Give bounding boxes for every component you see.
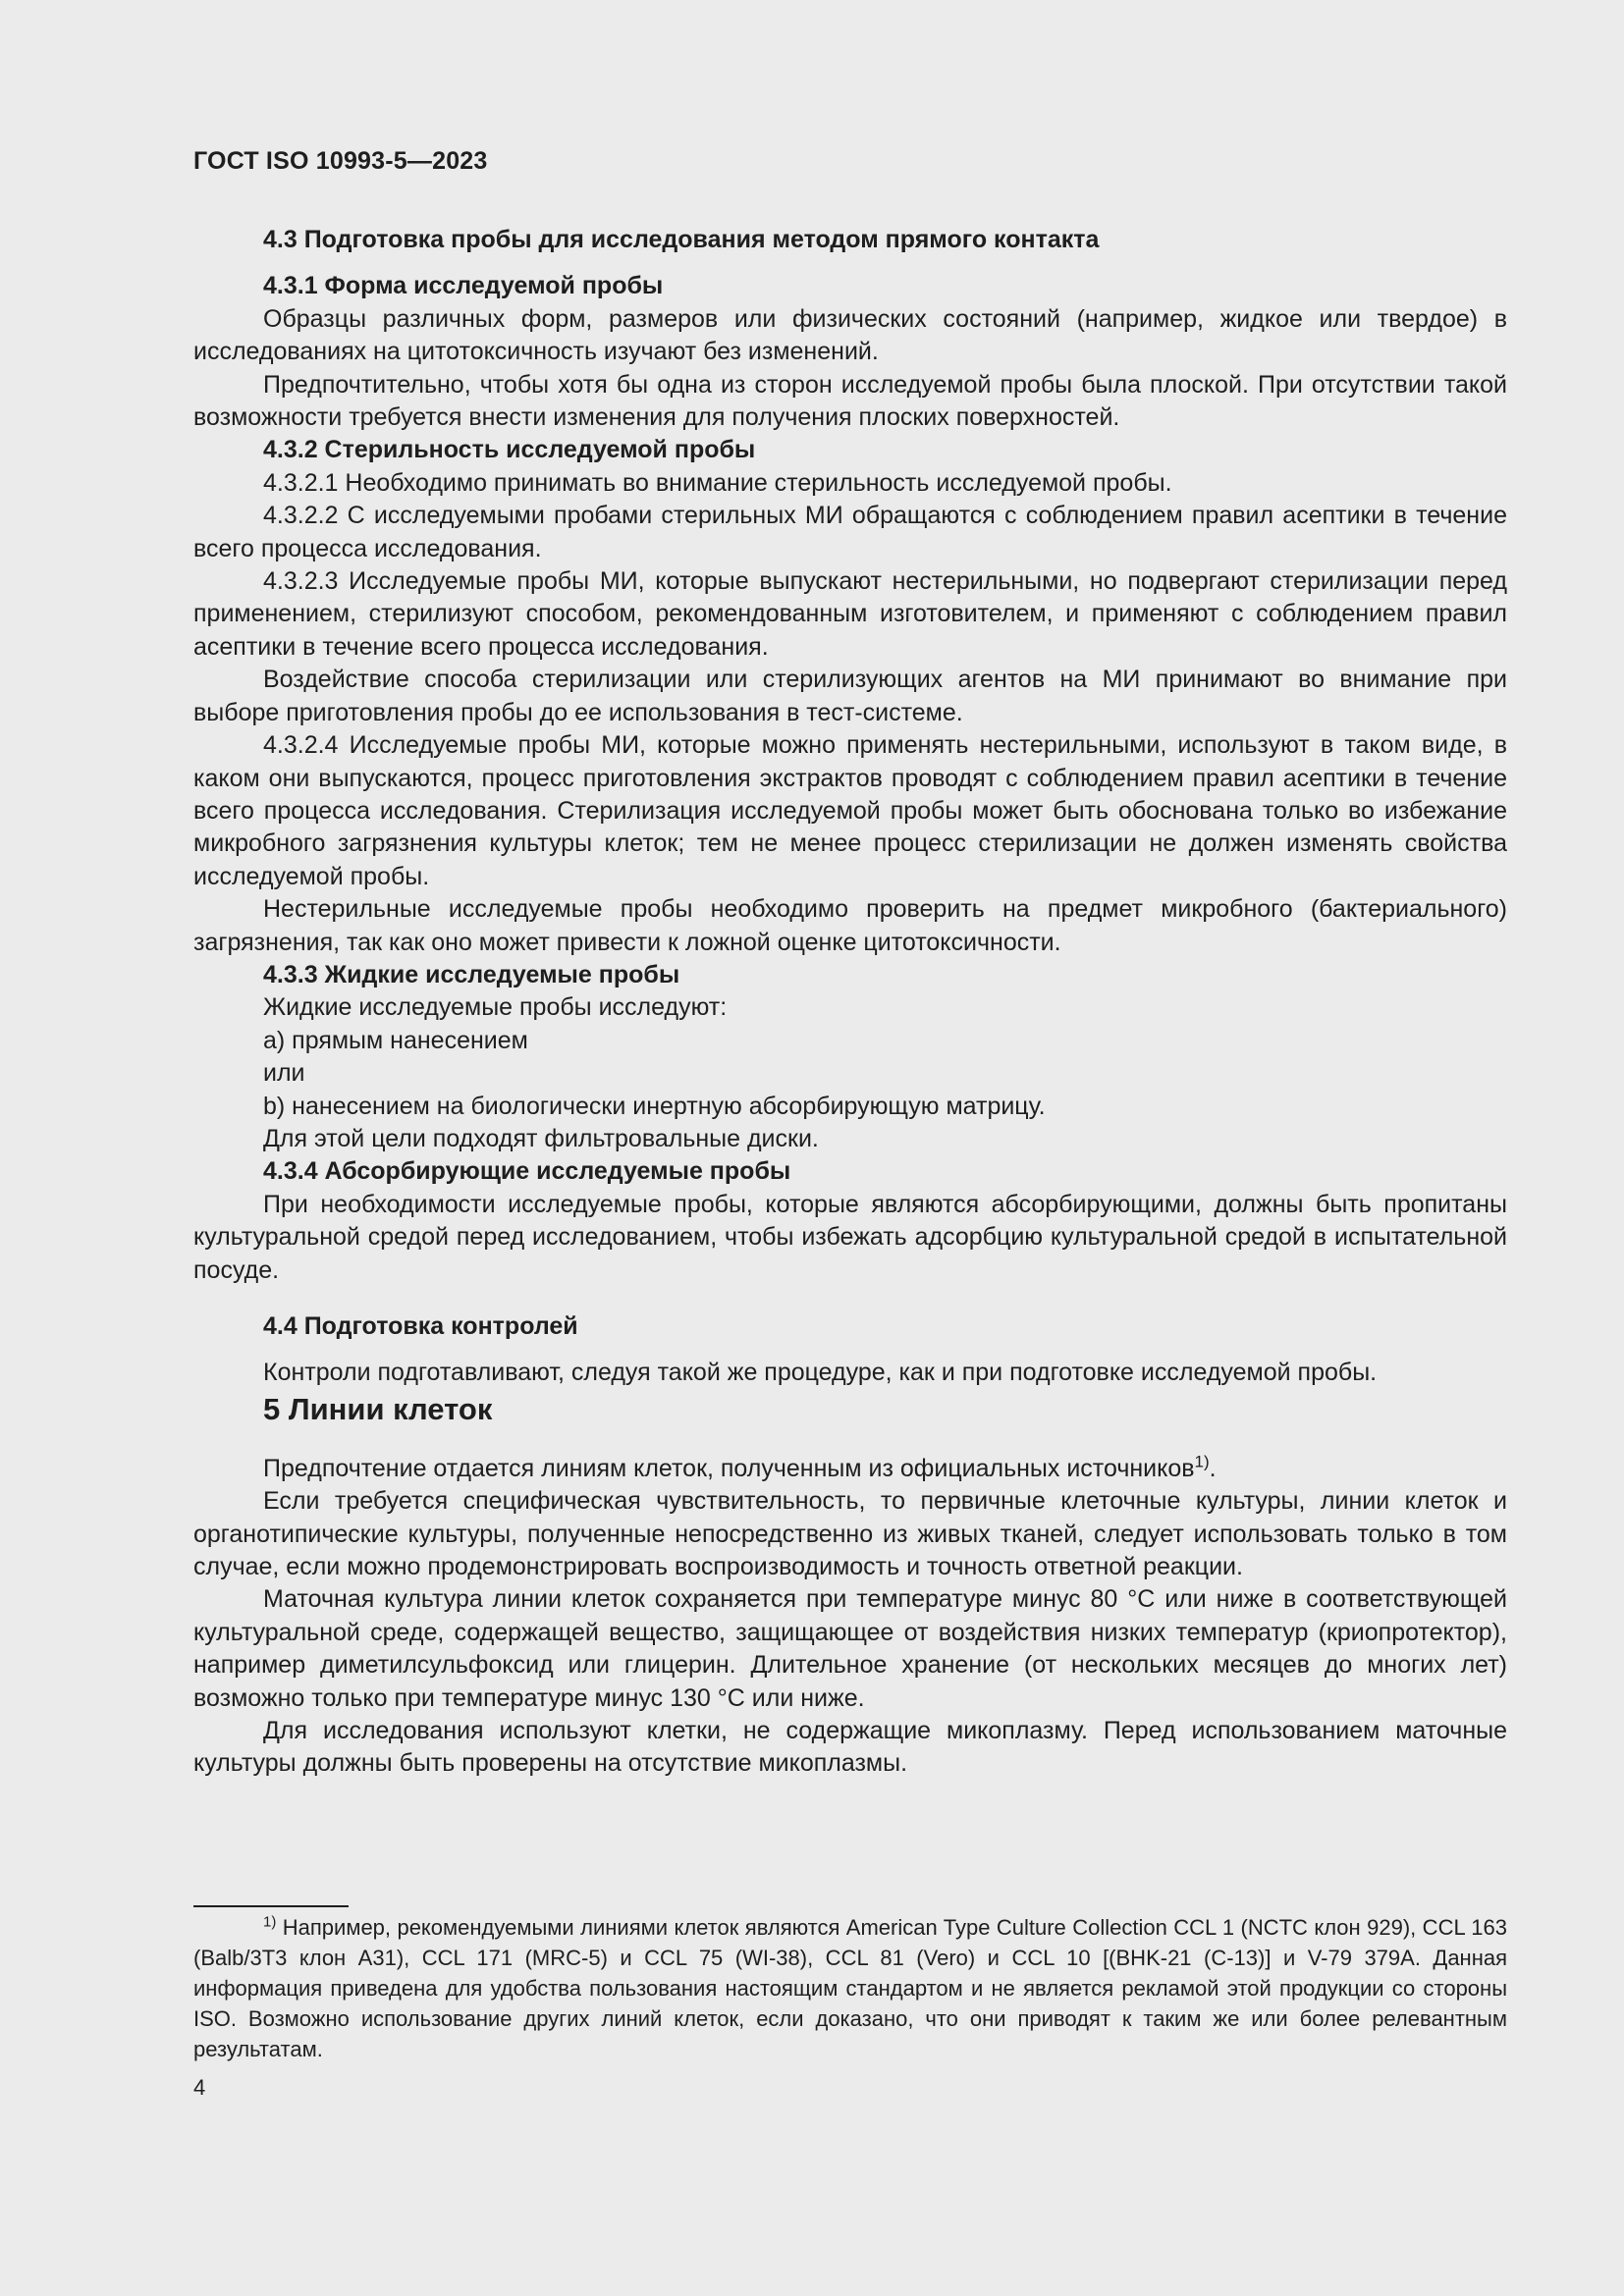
subsection-heading-4-3-3: 4.3.3 Жидкие исследуемые пробы xyxy=(263,960,680,988)
paragraph: При необходимости исследуемые пробы, которые являются абсорбирующими, должны быть пропитаны культуральной средой перед исследованием, чтобы избежать адсорбцию культуральной средой в испытательной посуде. xyxy=(193,1190,1507,1284)
section-heading-4-4: 4.4 Подготовка контролей xyxy=(263,1312,578,1340)
paragraph: 4.3.2.1 Необходимо принимать во внимание стерильность исследуемой пробы. xyxy=(263,468,1172,497)
paragraph: Для исследования используют клетки, не содержащие микоплазму. Перед использованием маточные культуры должны быть проверены на отсутствие микоплазмы. xyxy=(193,1717,1507,1778)
paragraph: 4.3.2.2 С исследуемыми пробами стерильных МИ обращаются с соблюдением правил асептики в течение всего процесса исследования. xyxy=(193,502,1507,562)
subsection-heading-4-3-2: 4.3.2 Стерильность исследуемой пробы xyxy=(263,436,756,464)
page-body xyxy=(193,224,1507,1781)
footnote-divider xyxy=(193,1905,349,1907)
paragraph xyxy=(193,1453,1507,1485)
list-item: b) нанесением на биологически инертную абсорбирующую матрицу. xyxy=(263,1092,1046,1120)
footnote-reference[interactable]: 1) xyxy=(1194,1452,1210,1471)
paragraph: 4.3.2.3 Исследуемые пробы МИ, которые выпускают нестерильными, но подвергают стерилизации перед применением, стерилизуют способом, рекомендованным изготовителем, и применяют с соблюдением правил асептики в течение всего процесса исследования. xyxy=(193,567,1507,661)
footnote-text: Например, рекомендуемыми линиями клеток являются American Type Culture Collection CCL 1 (NCTC клон 929), CCL 163 (Balb/3T3 клон A31), CCL 171 (MRC-5) и CCL 75 (WI-38), CCL 81 (Vero) и CCL 10 [(BHK-21 (C-13)] и V-79 379A. Данная информация приведена для удобства пользования настоящим стандартом и не является рекламой этой продукции со стороны ISO. Возможно использование других линий клеток, если доказано, что они приводят к таким же или более релевантным результатам. xyxy=(193,1915,1507,2061)
paragraph: Жидкие исследуемые пробы исследуют: xyxy=(263,993,728,1022)
paragraph: Контроли подготавливают, следуя такой же процедуре, как и при подготовке исследуемой пробы. xyxy=(263,1359,1378,1387)
paragraph: Воздействие способа стерилизации или стерилизующих агентов на МИ принимают во внимание при выборе приготовления пробы до ее использования в тест-системе. xyxy=(193,666,1507,726)
section-heading-4-3: 4.3 Подготовка пробы для исследования методом прямого контакта xyxy=(263,226,1100,253)
footnote-marker: 1) xyxy=(263,1913,277,1931)
subsection-heading-4-3-4: 4.3.4 Абсорбирующие исследуемые пробы xyxy=(263,1157,791,1186)
paragraph: Если требуется специфическая чувствительность, то первичные клеточные культуры, линии клеток и органотипические культуры, полученные непосредственно из живых тканей, следует использовать только в том случае, если можно продемонстрировать воспроизводимость и точность ответной реакции. xyxy=(193,1487,1507,1581)
list-item: a) прямым нанесением xyxy=(263,1026,528,1054)
list-connector: или xyxy=(263,1059,305,1088)
paragraph: Маточная культура линии клеток сохраняется при температуре минус 80 °С или ниже в соответствующей культуральной среде, содержащей вещество, защищающее от воздействия низких температур (криопротектор), например диметилсульфоксид или глицерин. Длительное хранение (от нескольких месяцев до многих лет) возможно только при температуре минус 130 °С или ниже. xyxy=(193,1585,1507,1712)
paragraph-text: Предпочтение отдается линиям клеток, полученным из официальных источников xyxy=(263,1454,1195,1482)
subsection-heading-4-3-1: 4.3.1 Форма исследуемой пробы xyxy=(263,272,664,300)
footnote xyxy=(193,1912,1507,2064)
paragraph: 4.3.2.4 Исследуемые пробы МИ, которые можно применять нестерильными, используют в таком виде, в каком они выпускаются, процесс приготовления экстрактов проводят с соблюдением правил асептики в течение всего процесса исследования. Стерилизация исследуемой пробы может быть обоснована только во избежание микробного загрязнения культуры клеток; тем не менее процесс стерилизации не должен изменять свойства исследуемой пробы. xyxy=(193,731,1507,890)
paragraph: Для этой цели подходят фильтровальные диски. xyxy=(263,1124,819,1152)
section-heading-5: 5 Линии клеток xyxy=(263,1391,493,1426)
paragraph: Нестерильные исследуемые пробы необходимо проверить на предмет микробного (бактериального) загрязнения, так как оно может привести к ложной оценке цитотоксичности. xyxy=(193,895,1507,956)
page-number: 4 xyxy=(193,2075,206,2100)
running-header: ГОСТ ISO 10993-5—2023 xyxy=(193,147,488,175)
paragraph: Предпочтительно, чтобы хотя бы одна из сторон исследуемой пробы была плоской. При отсутствии такой возможности требуется внести изменения для получения плоских поверхностей. xyxy=(193,370,1507,432)
paragraph: Образцы различных форм, размеров или физических состояний (например, жидкое или твердое) в исследованиях на цитотоксичность изучают без изменений. xyxy=(193,304,1507,366)
paragraph-end: . xyxy=(1209,1454,1217,1482)
